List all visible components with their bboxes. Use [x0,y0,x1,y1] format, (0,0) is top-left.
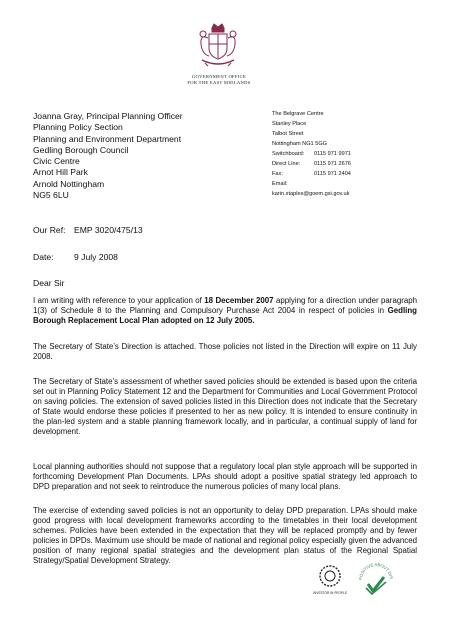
investor-in-people-logo-icon [315,563,345,599]
reference-line: Our Ref: EMP 3020/475/13 [33,225,143,235]
recipient-address: Joanna Gray, Principal Planning Officer Planning Policy Section Planning and Environment Department Gedling Borough Council Civic Centre Arnot Hill Park Arnold Nottingham NG5 6LU [33,111,183,201]
paragraph-extension: The exercise of extending saved policies is not an opportunity to delay DPD preparation. LPAs should make good progress with local development frameworks according to the timetables in their local development schemes. Policies have been extended in the expectation that they will be replaced promptly and by fewer policies in DPDs. Maximum use should be made of national and regional policy especially given the advanced position of many regional spatial strategies and the development plan status of the Regional Spatial Strategy/Spatial Development Strategy. [33,506,417,566]
positive-about-disabled-people-text: POSITIVE ABOUT DIS [357,561,394,581]
paragraph-application: I am writing with reference to your application of 18 December 2007 applying for a direction under paragraph 1(3) of Schedule 8 to the Planning and Compulsory Purchase Act 2004 in respect of policies in Gedling Borough Replacement Local Plan adopted on 12 July 2005. [33,296,418,326]
investor-in-people-text: INVESTOR IN PEOPLE [313,591,347,595]
organisation-name: GOVERNMENT OFFICE FOR THE EAST MIDLANDS [187,74,251,85]
positive-about-disabled-people-logo-icon [356,560,396,600]
paragraph-direction: The Secretary of State’s Direction is attached. Those policies not listed in the Direction will expire on 11 July 2008. [33,342,417,362]
date-line: Date: 9 July 2008 [33,252,118,262]
sender-contact: The Belgrave Centre Stanley Place Talbot Street Nottingham NG1 5GG Switchboard: 0115 971 9971 Direct Line: 0115 971 2676 Fax: 0115 971 2404 Email: karin.staples@goem.gsi.gov.uk [272,111,351,197]
royal-crest-icon [196,22,240,70]
email-address: karin.staples@goem.gsi.gov.uk [272,191,350,197]
salutation: Dear Sir [33,278,65,288]
paragraph-assessment: The Secretary of State’s assessment of whether saved policies should be extended is based upon the criteria set out in Planning Policy Statement 12 and the Department for Communities and Local Government Protocol on saving policies. The extension of saved policies listed in this Direction does not indicate that the Secretary of State would endorse these policies if presented to her as new policy. It is intended to ensure continuity in the plan-led system and a stable planning framework locally, and in particular, a continual supply of land for development. [33,377,417,437]
svg-text:POSITIVE ABOUT DISABLED PEOPLE [356,560,394,580]
paragraph-lpa-approach: Local planning authorities should not suppose that a regulatory local plan style approach will be supported in forthcoming Development Plan Documents. LPAs should adopt a positive spatial strategy led approach to DPD preparation and not seek to reintroduce the numerous policies of many local plans. [33,462,417,492]
